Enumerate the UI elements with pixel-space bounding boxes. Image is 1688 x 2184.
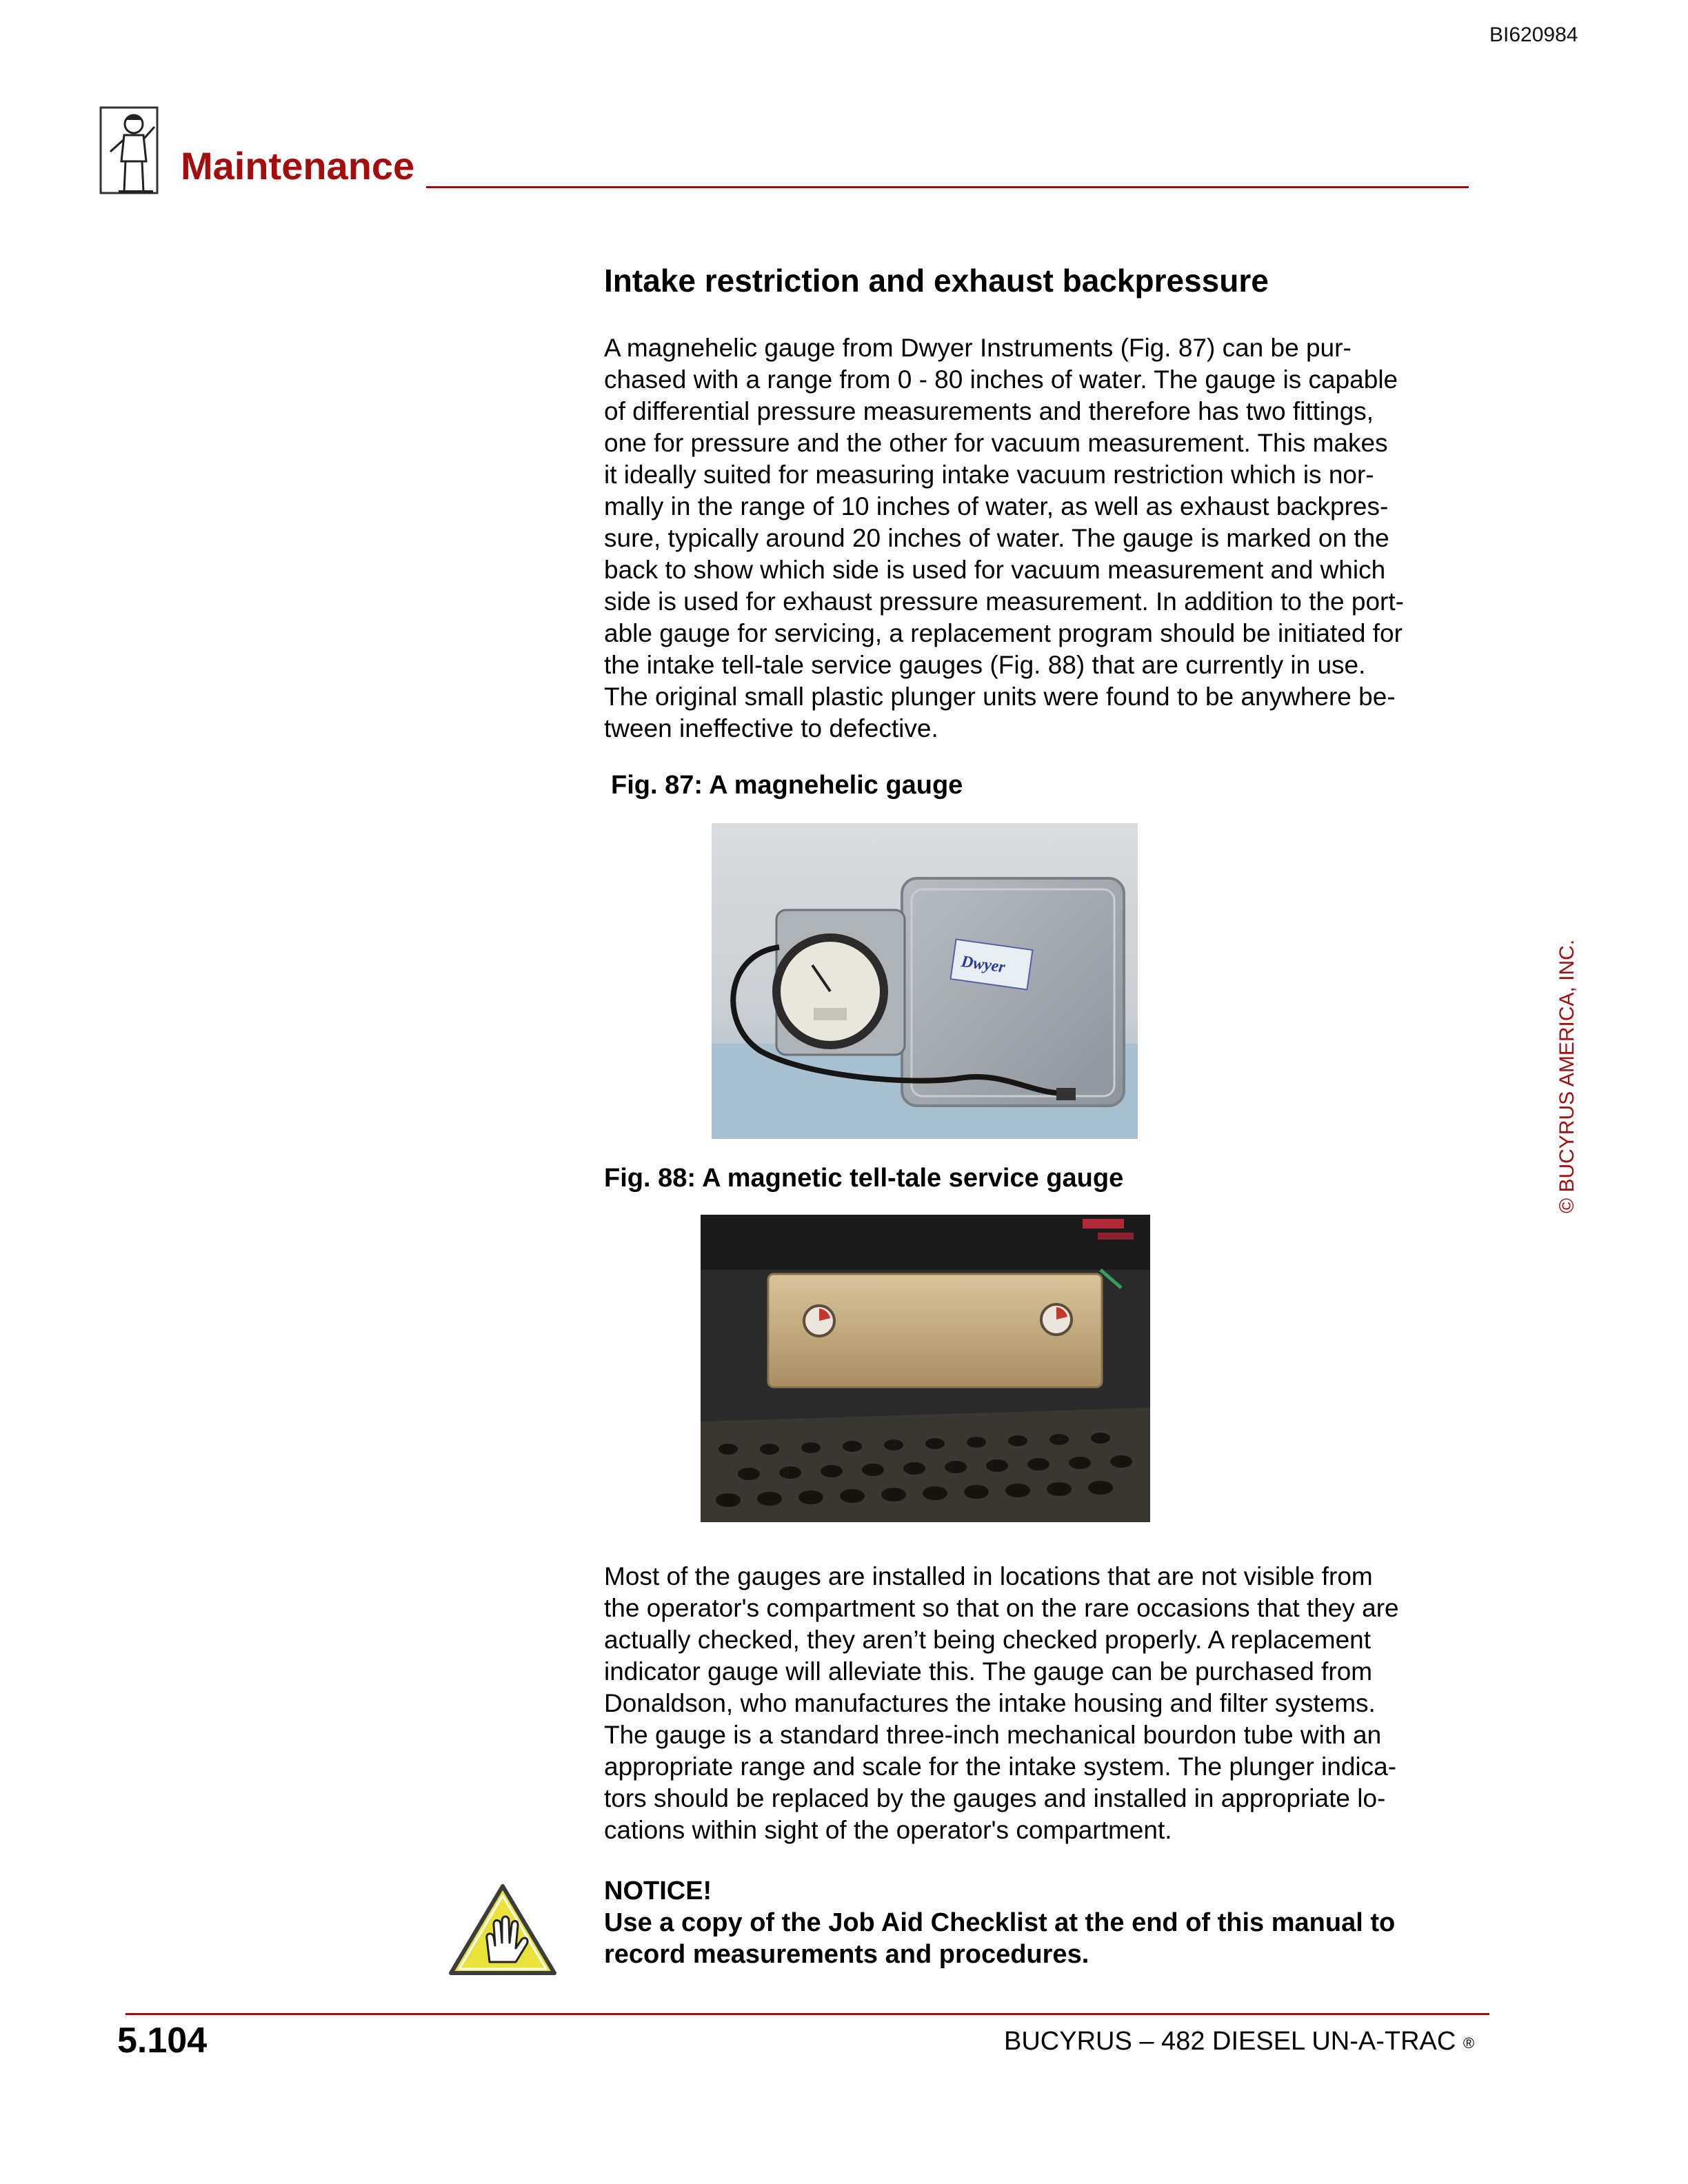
notice-text-line: Use a copy of the Job Aid Checklist at the end of this manual to <box>604 1908 1396 1937</box>
footer-product-name <box>1004 2027 1474 2056</box>
copyright-notice: © BUCYRUS AMERICA, INC. <box>1556 939 1578 1213</box>
body-paragraph-1 <box>604 332 1480 745</box>
figure-88-caption: Fig. 88: A magnetic tell-tale service gauge <box>604 1164 1124 1193</box>
paragraph-line: of differential pressure measurements and therefore has two fittings, <box>604 397 1374 425</box>
footer-rule <box>125 2013 1489 2015</box>
paragraph-line: actually checked, they aren’t being checked properly. A replacement <box>604 1626 1372 1654</box>
paragraph-line: cations within sight of the operator's compartment. <box>604 1816 1172 1844</box>
body-paragraph-2 <box>604 1561 1480 1846</box>
dwyer-label-text: Dwyer <box>960 952 1007 977</box>
paragraph-line: one for pressure and the other for vacuum measurement. This makes <box>604 429 1388 457</box>
paragraph-line: tween ineffective to defective. <box>604 714 938 742</box>
paragraph-line: indicator gauge will alleviate this. The gauge can be purchased from <box>604 1657 1373 1686</box>
paragraph-line: mally in the range of 10 inches of water, as well as exhaust backpres- <box>604 492 1389 520</box>
section-title-rule <box>426 186 1469 188</box>
notice-text-line: record measurements and procedures. <box>604 1940 1089 1969</box>
mechanic-figure-icon <box>98 106 161 197</box>
subsection-title: Intake restriction and exhaust backpressure <box>604 263 1269 299</box>
paragraph-line: the intake tell-tale service gauges (Fig. 88) that are currently in use. <box>604 651 1366 679</box>
product-name: BUCYRUS – 482 DIESEL UN-A-TRAC <box>1004 2027 1456 2056</box>
paragraph-line: sure, typically around 20 inches of water. The gauge is marked on the <box>604 524 1389 552</box>
registered-mark: ® <box>1463 2034 1475 2052</box>
notice-box <box>604 1875 1480 1970</box>
paragraph-line: Donaldson, who manufactures the intake housing and filter systems. <box>604 1689 1376 1717</box>
paragraph-line: Most of the gauges are installed in locations that are not visible from <box>604 1562 1373 1590</box>
tell-tale-gauge-photo <box>701 1215 1150 1522</box>
paragraph-line: appropriate range and scale for the intake system. The plunger indica- <box>604 1752 1397 1781</box>
paragraph-line: able gauge for servicing, a replacement program should be initiated for <box>604 619 1403 647</box>
paragraph-line: side is used for exhaust pressure measurement. In addition to the port- <box>604 587 1404 616</box>
paragraph-line: A magnehelic gauge from Dwyer Instruments (Fig. 87) can be pur- <box>604 334 1352 362</box>
paragraph-line: chased with a range from 0 - 80 inches of water. The gauge is capable <box>604 365 1398 394</box>
paragraph-line: The gauge is a standard three-inch mechanical bourdon tube with an <box>604 1721 1382 1749</box>
document-id: BI620984 <box>1489 23 1578 46</box>
paragraph-line: The original small plastic plunger units were found to be anywhere be- <box>604 682 1396 711</box>
paragraph-line: the operator's compartment so that on the rare occasions that they are <box>604 1594 1399 1622</box>
section-title: Maintenance <box>181 144 415 188</box>
notice-title: NOTICE! <box>604 1877 712 1905</box>
figure-87-caption: Fig. 87: A magnehelic gauge <box>611 771 963 800</box>
paragraph-line: tors should be replaced by the gauges and installed in appropriate lo- <box>604 1784 1386 1812</box>
page-number: 5.104 <box>117 2021 208 2061</box>
paragraph-line: back to show which side is used for vacuum measurement and which <box>604 556 1386 584</box>
hand-warning-icon <box>447 1882 559 1977</box>
magnehelic-gauge-photo <box>712 823 1138 1139</box>
paragraph-line: it ideally suited for measuring intake vacuum restriction which is nor- <box>604 461 1374 489</box>
